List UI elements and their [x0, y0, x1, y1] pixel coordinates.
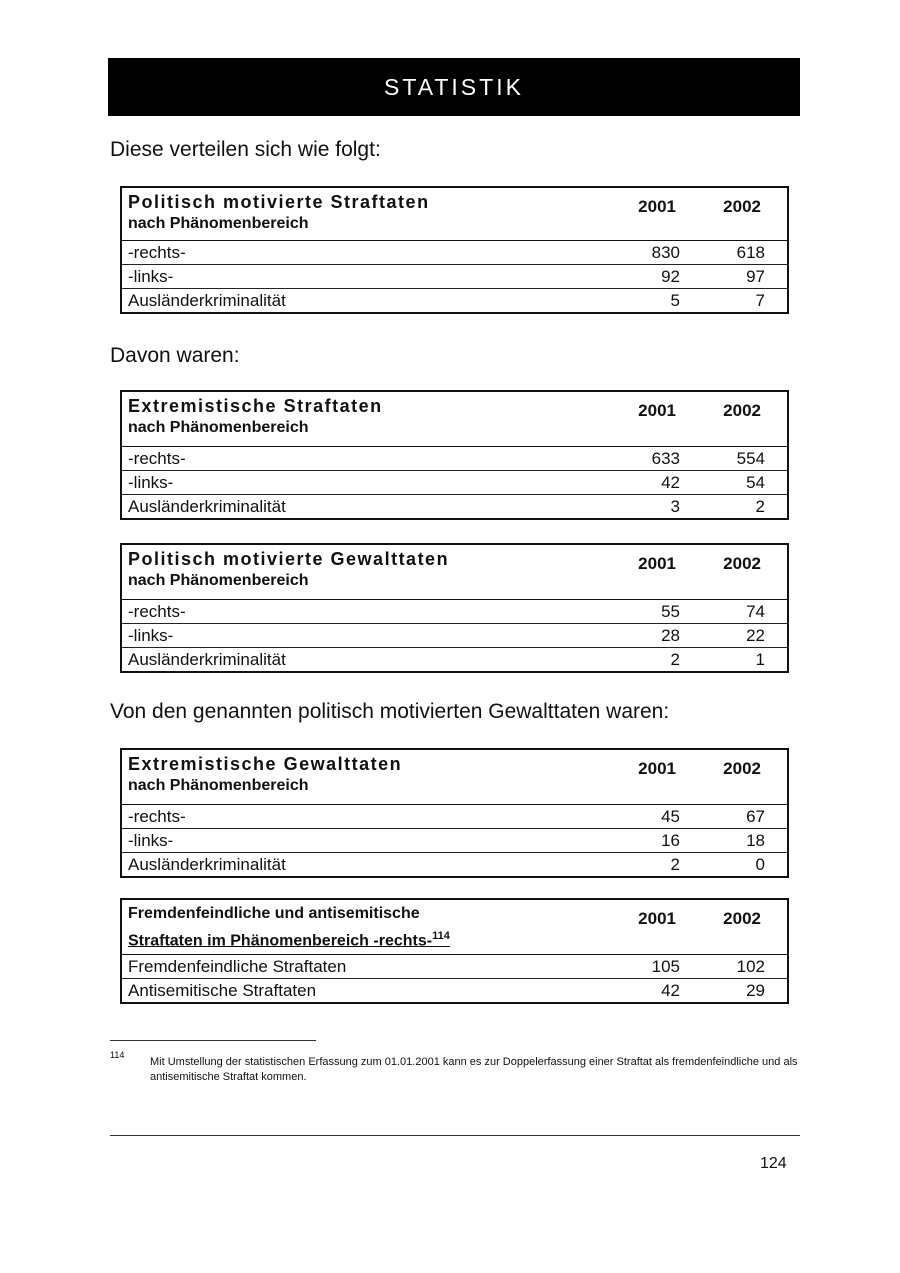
value-2002: 2 [690, 495, 788, 520]
table-subtitle: nach Phänomenbereich [128, 572, 309, 589]
value-2001: 92 [574, 265, 690, 289]
table-fremdenfeindliche-antisemitische [120, 898, 789, 1004]
value-2002: 67 [690, 805, 788, 829]
footnote-divider [110, 1040, 316, 1041]
table-subtitle [128, 925, 568, 952]
table-politisch-motivierte-straftaten [120, 186, 789, 314]
table-row [121, 805, 788, 829]
year-2002-header: 2002 [723, 401, 761, 420]
table-row [121, 829, 788, 853]
table-subtitle: nach Phänomenbereich [128, 419, 309, 436]
value-2002: 97 [690, 265, 788, 289]
table-row [121, 289, 788, 314]
value-2002: 18 [690, 829, 788, 853]
value-2001: 2 [574, 853, 690, 878]
table-header-cell [121, 899, 574, 955]
table-row [121, 241, 788, 265]
year-header-cell [574, 544, 690, 600]
year-2001-header: 2001 [638, 197, 676, 216]
row-label: Ausländerkriminalität [121, 648, 574, 673]
value-2002: 554 [690, 447, 788, 471]
table-header-cell [121, 544, 574, 600]
row-label: Ausländerkriminalität [121, 853, 574, 878]
row-label: -rechts- [121, 447, 574, 471]
value-2001: 5 [574, 289, 690, 314]
value-2001: 105 [574, 955, 690, 979]
value-2001: 3 [574, 495, 690, 520]
row-label: -rechts- [121, 600, 574, 624]
value-2001: 42 [574, 979, 690, 1004]
text-davon-waren: Davon waren: [110, 344, 240, 367]
row-label: -links- [121, 624, 574, 648]
year-header-cell [690, 391, 788, 447]
page-bottom-divider [110, 1135, 800, 1136]
row-label: -rechts- [121, 241, 574, 265]
table-header-cell [121, 749, 574, 805]
header-title: STATISTIK [384, 73, 524, 100]
value-2001: 16 [574, 829, 690, 853]
table-title: Extremistische Gewalttaten [128, 754, 403, 774]
table-row [121, 979, 788, 1004]
year-2001-header: 2001 [638, 759, 676, 778]
value-2002: 0 [690, 853, 788, 878]
row-label: -links- [121, 471, 574, 495]
footnote-reference: 114 [432, 930, 450, 942]
table-header-cell [121, 391, 574, 447]
year-header-cell [574, 391, 690, 447]
table-row [121, 624, 788, 648]
value-2002: 22 [690, 624, 788, 648]
footnote-text: Mit Umstellung der statistischen Erfassung zum 01.01.2001 kann es zur Doppelerfassung einer Straftat als fremdenfeindliche und als antisemitische Straftat kommen. [150, 1056, 798, 1083]
table-row [121, 495, 788, 520]
table-subtitle: nach Phänomenbereich [128, 215, 309, 232]
table-row [121, 600, 788, 624]
value-2002: 618 [690, 241, 788, 265]
table-title: Fremdenfeindliche und antisemitische [128, 905, 420, 922]
table-extremistische-gewalttaten [120, 748, 789, 878]
year-2001-header: 2001 [638, 554, 676, 573]
table-row [121, 265, 788, 289]
value-2001: 2 [574, 648, 690, 673]
value-2001: 28 [574, 624, 690, 648]
value-2001: 42 [574, 471, 690, 495]
year-header-cell [690, 187, 788, 241]
year-header-cell [690, 899, 788, 955]
value-2001: 55 [574, 600, 690, 624]
value-2001: 45 [574, 805, 690, 829]
row-label: Ausländerkriminalität [121, 289, 574, 314]
value-2001: 633 [574, 447, 690, 471]
table-subtitle-text: Straftaten im Phänomenbereich -rechts- [128, 932, 433, 950]
year-2002-header: 2002 [723, 197, 761, 216]
table-header-row [121, 544, 788, 600]
row-label: Antisemitische Straftaten [121, 979, 574, 1004]
page-number: 124 [760, 1155, 787, 1172]
table-title: Extremistische Straftaten [128, 396, 383, 416]
table-title: Politisch motivierte Straftaten [128, 192, 430, 212]
table-header-row [121, 187, 788, 241]
year-2002-header: 2002 [723, 554, 761, 573]
year-2001-header: 2001 [638, 401, 676, 420]
value-2002: 54 [690, 471, 788, 495]
row-label: -links- [121, 829, 574, 853]
footnote-mark: 114 [110, 1050, 125, 1060]
year-2002-header: 2002 [723, 759, 761, 778]
table-extremistische-straftaten [120, 390, 789, 520]
row-label: Fremdenfeindliche Straftaten [121, 955, 574, 979]
year-header-cell [574, 749, 690, 805]
row-label: Ausländerkriminalität [121, 495, 574, 520]
value-2002: 102 [690, 955, 788, 979]
table-row [121, 853, 788, 878]
table-title: Politisch motivierte Gewalttaten [128, 549, 450, 569]
row-label: -links- [121, 265, 574, 289]
table-row [121, 447, 788, 471]
year-header-cell [690, 749, 788, 805]
year-2002-header: 2002 [723, 909, 761, 928]
table-politisch-motivierte-gewalttaten [120, 543, 789, 673]
intro-text: Diese verteilen sich wie folgt: [110, 138, 381, 161]
table-subtitle: nach Phänomenbereich [128, 777, 309, 794]
text-von-den-genannten: Von den genannten politisch motivierten Gewalttaten waren: [110, 700, 670, 723]
value-2002: 74 [690, 600, 788, 624]
row-label: -rechts- [121, 805, 574, 829]
table-row [121, 648, 788, 673]
header-bar [108, 58, 800, 116]
value-2002: 1 [690, 648, 788, 673]
value-2001: 830 [574, 241, 690, 265]
table-row [121, 955, 788, 979]
table-header-row [121, 899, 788, 955]
value-2002: 7 [690, 289, 788, 314]
year-header-cell [574, 187, 690, 241]
year-header-cell [574, 899, 690, 955]
table-header-cell [121, 187, 574, 241]
value-2002: 29 [690, 979, 788, 1004]
table-row [121, 471, 788, 495]
year-header-cell [690, 544, 788, 600]
year-2001-header: 2001 [638, 909, 676, 928]
table-header-row [121, 391, 788, 447]
table-header-row [121, 749, 788, 805]
